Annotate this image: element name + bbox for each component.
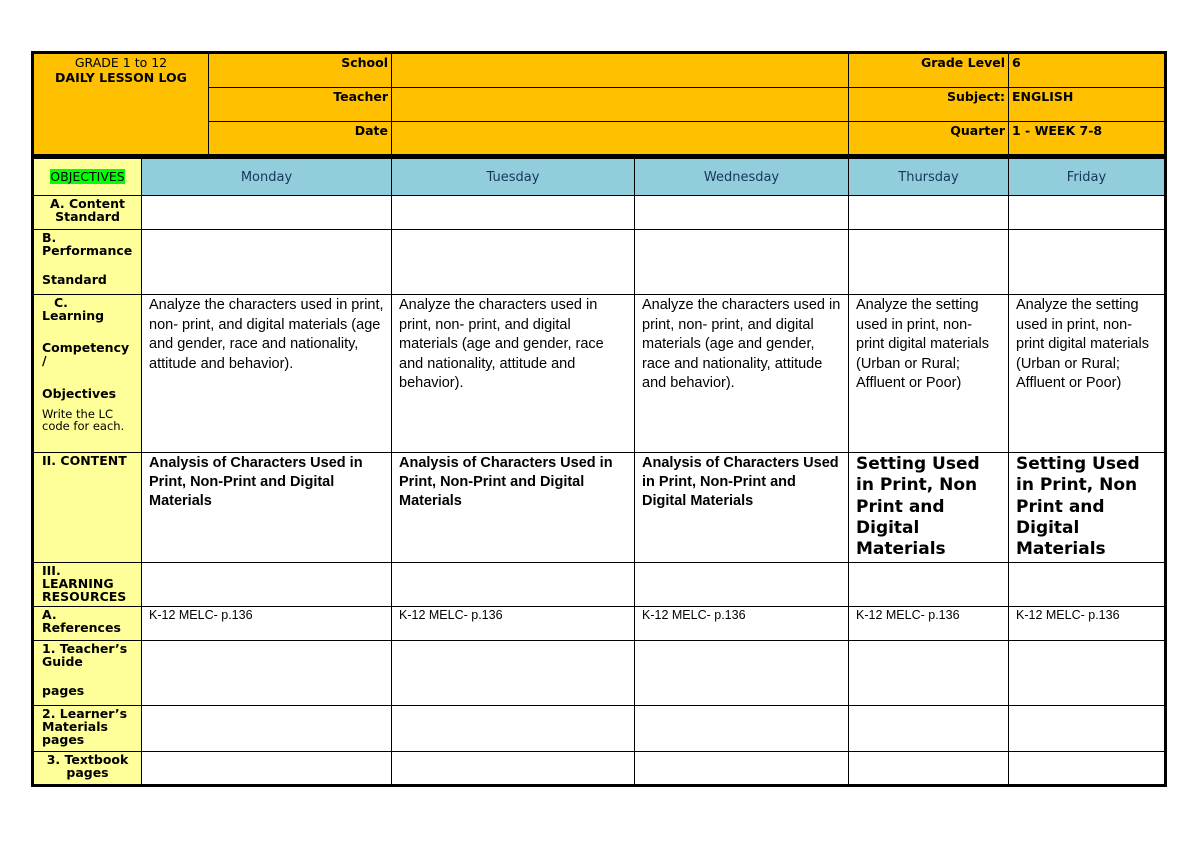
subject-value[interactable]: ENGLISH [1009,88,1166,122]
daily-lesson-log-label: DAILY LESSON LOG [55,70,187,85]
learning-competency-label-line3: Competency [42,340,130,356]
learning-competency-friday[interactable]: Analyze the setting used in print, non- print digital materials (Urban or Rural; Affluent or Poor) [1009,295,1166,453]
textbook-row [33,752,1166,786]
daily-lesson-log-title [33,53,209,156]
textbook-label-line1: 3. Textbook [46,752,129,767]
day-header-monday: Monday [142,158,392,196]
grade-level-label: Grade Level [849,53,1009,88]
quarter-label: Quarter [849,122,1009,156]
references-label-line1: A. [42,607,57,622]
performance-standard-label-line1: B. [42,230,57,245]
content-tuesday[interactable]: Analysis of Characters Used in Print, Non-Print and Digital Materials [392,453,635,563]
performance-standard-friday[interactable] [1009,230,1166,295]
textbook-label-line2: pages [66,765,109,781]
learning-resources-label [33,563,142,607]
learners-materials-label-line2: Materials [42,719,108,735]
grade-range-label: GRADE 1 to 12 [74,55,168,70]
learning-competency-tuesday[interactable]: Analyze the characters used in print, non- print, and digital materials (age and gender, race and nationality, attitude and behavior). [392,295,635,453]
performance-standard-label-line2: Performance [42,243,133,259]
references-label [33,607,142,641]
learning-competency-row [33,295,1166,453]
teachers-guide-label-line2: Guide [42,654,83,670]
learners-materials-label-line3: pages [42,732,85,748]
references-monday[interactable]: K-12 MELC- p.136 [142,607,392,641]
textbook-friday[interactable] [1009,752,1166,786]
learning-resources-label-line1: III. [42,563,61,578]
learning-competency-label [33,295,142,453]
content-standard-tuesday[interactable] [392,196,635,230]
learning-resources-thursday[interactable] [849,563,1009,607]
learners-materials-friday[interactable] [1009,706,1166,752]
content-standard-wednesday[interactable] [635,196,849,230]
learners-materials-label-line1: 2. Learner’s [42,706,128,721]
teachers-guide-monday[interactable] [142,641,392,706]
content-monday[interactable]: Analysis of Characters Used in Print, Non-Print and Digital Materials [142,453,392,563]
teachers-guide-row [33,641,1166,706]
lesson-log-table [31,156,1167,787]
learning-resources-label-line3: RESOURCES [42,589,127,605]
day-header-wednesday: Wednesday [635,158,849,196]
performance-standard-monday[interactable] [142,230,392,295]
subject-label: Subject: [849,88,1009,122]
grade-level-value[interactable]: 6 [1009,53,1166,88]
teachers-guide-wednesday[interactable] [635,641,849,706]
learners-materials-label [33,706,142,752]
teachers-guide-thursday[interactable] [849,641,1009,706]
learning-competency-wednesday[interactable]: Analyze the characters used in print, non- print, and digital materials (age and gender, race and nationality, attitude and behavior). [635,295,849,453]
content-standard-thursday[interactable] [849,196,1009,230]
learners-materials-wednesday[interactable] [635,706,849,752]
content-label: II. CONTENT [33,453,142,563]
teacher-field[interactable] [392,88,849,122]
learners-materials-row [33,706,1166,752]
teachers-guide-friday[interactable] [1009,641,1166,706]
teachers-guide-label [33,641,142,706]
references-thursday[interactable]: K-12 MELC- p.136 [849,607,1009,641]
learners-materials-tuesday[interactable] [392,706,635,752]
date-label: Date [209,122,392,156]
textbook-wednesday[interactable] [635,752,849,786]
content-standard-label-line2: Standard [55,209,120,225]
performance-standard-thursday[interactable] [849,230,1009,295]
performance-standard-row [33,230,1166,295]
teachers-guide-tuesday[interactable] [392,641,635,706]
content-standard-friday[interactable] [1009,196,1166,230]
content-thursday[interactable]: Setting Used in Print, Non Print and Digital Materials [849,453,1009,563]
textbook-tuesday[interactable] [392,752,635,786]
lesson-log-header [31,51,1167,157]
school-label: School [209,53,392,88]
day-header-tuesday: Tuesday [392,158,635,196]
references-friday[interactable]: K-12 MELC- p.136 [1009,607,1166,641]
performance-standard-label-line3: Standard [42,272,107,288]
references-wednesday[interactable]: K-12 MELC- p.136 [635,607,849,641]
date-field[interactable] [392,122,849,156]
content-friday[interactable]: Setting Used in Print, Non Print and Digital Materials [1009,453,1166,563]
day-header-thursday: Thursday [849,158,1009,196]
learning-competency-label-line1: C. [54,295,68,310]
content-wednesday[interactable]: Analysis of Characters Used in Print, Non-Print and Digital Materials [635,453,849,563]
learning-competency-label-line4: / [42,353,47,369]
learning-resources-row [33,563,1166,607]
learning-competency-monday[interactable]: Analyze the characters used in print, non- print, and digital materials (age and gender, race and nationality, attitude and behavior). [142,295,392,453]
school-field[interactable] [392,53,849,88]
performance-standard-label [33,230,142,295]
learning-resources-tuesday[interactable] [392,563,635,607]
textbook-label [33,752,142,786]
textbook-thursday[interactable] [849,752,1009,786]
learning-resources-monday[interactable] [142,563,392,607]
objectives-header [33,158,142,196]
references-tuesday[interactable]: K-12 MELC- p.136 [392,607,635,641]
learning-resources-friday[interactable] [1009,563,1166,607]
content-standard-label-line1: A. Content [50,196,125,211]
content-row [33,453,1166,563]
learners-materials-monday[interactable] [142,706,392,752]
learners-materials-thursday[interactable] [849,706,1009,752]
teacher-label: Teacher [209,88,392,122]
content-standard-monday[interactable] [142,196,392,230]
teachers-guide-label-line3: pages [42,683,85,699]
day-header-row [33,158,1166,196]
performance-standard-wednesday[interactable] [635,230,849,295]
learning-competency-thursday[interactable]: Analyze the setting used in print, non- print digital materials (Urban or Rural; Affluent or Poor) [849,295,1009,453]
learning-resources-wednesday[interactable] [635,563,849,607]
content-standard-label [33,196,142,230]
learning-competency-label-line2: Learning [42,308,105,324]
learning-resources-label-line2: LEARNING [42,576,114,592]
day-header-friday: Friday [1009,158,1166,196]
objectives-label: OBJECTIVES [50,169,125,184]
references-row [33,607,1166,641]
content-standard-row [33,196,1166,230]
learning-competency-label-line5: Objectives [42,385,117,401]
lc-code-note: Write the LC code for each. [42,406,125,433]
textbook-monday[interactable] [142,752,392,786]
performance-standard-tuesday[interactable] [392,230,635,295]
teachers-guide-label-line1: 1. Teacher’s [42,641,128,656]
references-label-line2: References [42,620,121,636]
quarter-value[interactable]: 1 - WEEK 7-8 [1009,122,1166,156]
